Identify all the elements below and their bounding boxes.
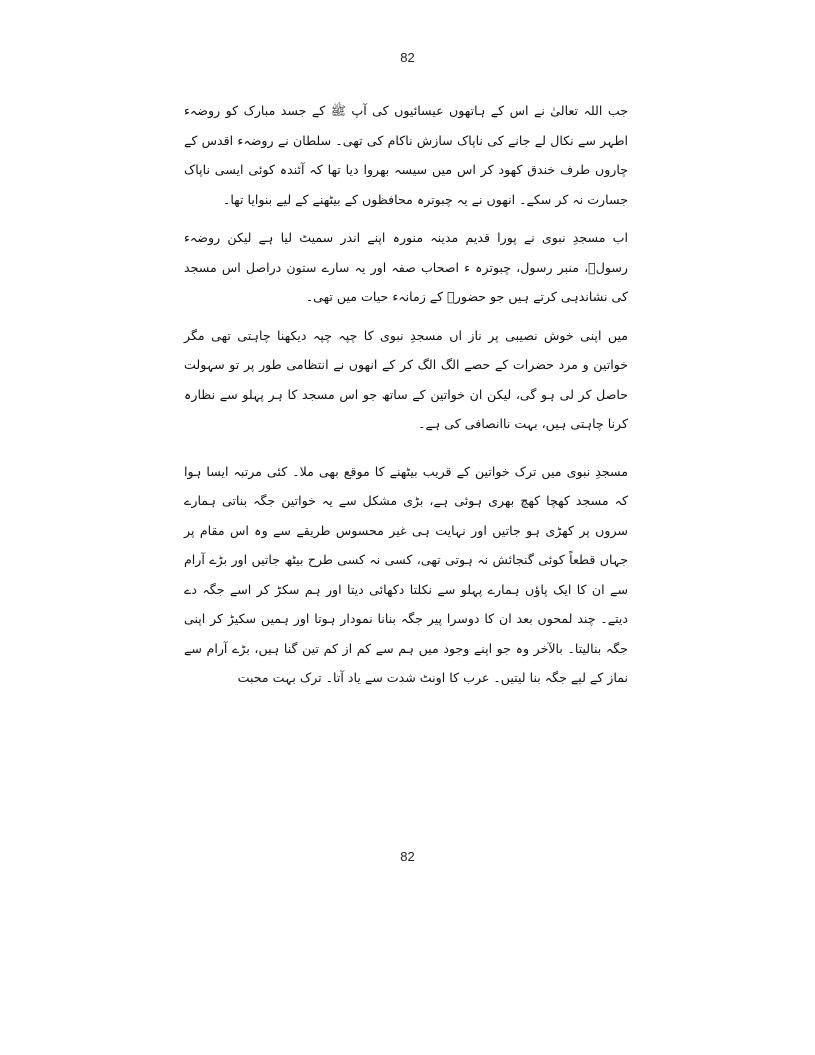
paragraph-2: اب مسجدِ نبوی نے پورا قدیم مدینہ منورہ اپنے اندر سمیٹ لیا ہے لیکن روضہء رسولؐ، منبر رسول، چبوترہ ء اصحاب صفہ اور یہ سارے ستون دراصل اس مسجد کی نشاندہی کرتے ہیں جو حضورؐ کے زمانہء حیات میں تھی۔ (184, 230, 628, 304)
paragraph-4: مسجدِ نبوی میں ترک خواتین کے قریب بیٹھنے کا موقع بھی ملا۔ کئی مرتبہ ایسا ہوا کہ مسجد کھچا کھچ بھری ہوئی ہے، بڑی مشکل سے یہ خواتین جگہ بناتی ہمارے سروں پر کھڑی ہو جاتیں اور نہایت ہی غیر محسوس طریقے سے وہ اس مقام پر جہاں قطعاً کوئی گنجائش نہ ہوتی تھی، کسی نہ کسی طرح بیٹھ جاتیں اور بڑے آرام سے ان کا ایک پاؤں ہمارے پہلو سے نکلتا دکھائی دیتا اور ہم سکڑ کر اسے جگہ دے دیتے۔ چند لمحوں بعد ان کا دوسرا پیر جگہ بنانا نمودار ہوتا اور ہمیں سکیڑ کر اپنی جگہ بنالیتا۔ بالآخر وہ جو اپنے وجود میں ہم سے کم از کم تین گنا ہیں، بڑے آرام سے نماز کے لیے جگہ بنا لیتیں۔ عرب کا اونٹ شدت سے یاد آتا۔ ترک بہت محبت (184, 463, 628, 685)
page-number-bottom: 82 (400, 849, 415, 864)
page-number-top: 82 (400, 50, 415, 65)
page-body-text (184, 96, 628, 693)
paragraph-1: جب اللہ تعالیٰ نے اس کے ہاتھوں عیسائیوں کی آپ ﷺ کے جسد مبارک کو روضہء اطہر سے نکال لے جانے کی ناپاک سازش ناکام کی تھی۔ سلطان نے روضہء اقدس کے چاروں طرف خندق کھود کر اس میں سیسہ بھروا دیا تھا کہ آئندہ کوئی ایسی ناپاک جسارت نہ کر سکے۔ انھوں نے یہ چبوترہ محافظوں کے بیٹھنے کے لیے بنوایا تھا۔ (184, 103, 628, 207)
paragraph-3: میں اپنی خوش نصیبی پر ناز اں مسجدِ نبوی کا چپہ چپہ دیکھنا چاہتی تھی مگر خواتین و مرد حضرات کے حصے الگ الگ کر کے انھوں نے انتظامی طور پر تو سہولت حاصل کر لی ہو گی، لیکن ان خواتین کے ساتھ جو اس مسجد کا ہر پہلو سے نظارہ کرنا چاہتی ہیں، بہت ناانصافی کی ہے۔ (184, 327, 628, 431)
